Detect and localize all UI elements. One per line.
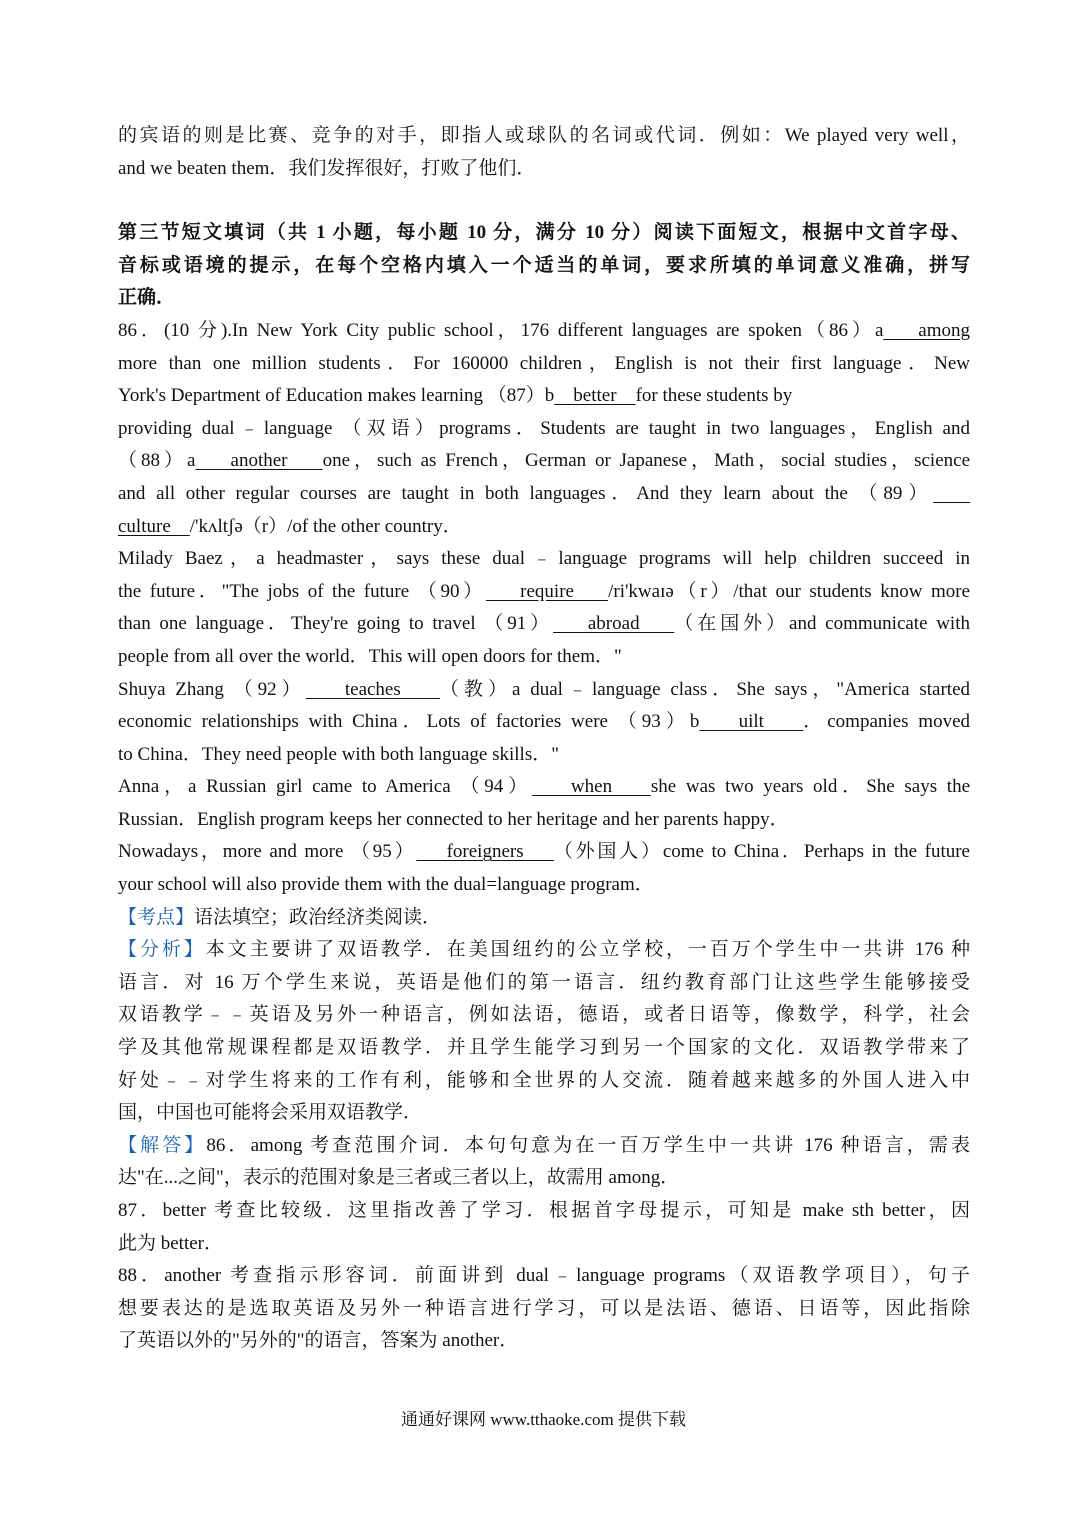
passage-line: the future．"The jobs of the future （90） require /ri'kwaɪə（r）/that our students know more <box>118 580 970 602</box>
answer-88-line: 想要表达的是选取英语及另外一种语言进行学习，可以是法语、德语、日语等，因此指除 <box>118 1297 970 1319</box>
passage-line: and all other regular courses are taught in both languages．And they learn about the （89） <box>118 478 970 511</box>
passage-line: 86．(10 分).In New York City public school，176 different languages are spoken（86）a among <box>118 319 970 341</box>
passage-line: your school will also provide them with the dual=language program． <box>118 874 654 896</box>
jieda-tag: 【解答】 <box>118 1134 207 1156</box>
answer-blank-86: among <box>883 319 970 341</box>
answer-blank-91: abroad <box>553 613 675 635</box>
section-heading-line-3: 正确． <box>118 287 176 309</box>
fenxi-line: 语言．对 16 万个学生来说，英语是他们的第一语言．纽约教育部门让这些学生能够接受 <box>118 971 970 993</box>
passage-line: providing dual﹣language （双语）programs．Students are taught in two languages，English and <box>118 417 970 439</box>
jieda-line: 达"在...之间"，表示的范围对象是三者或三者以上，故需用 among． <box>118 1167 680 1189</box>
answer-blank-89: culture <box>118 515 190 537</box>
page-footer: 通通好课网 www.tthaoke.com 提供下载 <box>400 1410 687 1429</box>
kaodian-line: 【考点】语法填空；政治经济类阅读． <box>118 906 442 928</box>
passage-line: （88）a another one，such as French，German or Japanese，Math，social studies，science <box>118 450 970 472</box>
kaodian-tag: 【考点】 <box>118 906 195 928</box>
passage-line: to China．They need people with both language skills．" <box>118 743 559 765</box>
passage-line: York's Department of Education makes learning （87）b better for these students by <box>118 385 793 407</box>
passage-line: Anna，a Russian girl came to America （94） when she was two years old．She says the <box>118 776 970 798</box>
answer-blank-89-start <box>933 483 970 504</box>
document-body <box>118 120 970 1358</box>
passage-line: people from all over the world．This will open doors for them．" <box>118 645 622 667</box>
passage-line: culture /'kʌltʃə（r）/of the other country． <box>118 515 462 537</box>
passage-line: economic relationships with China．Lots of factories were （93）b uilt ．companies moved <box>118 711 971 733</box>
intro-line-2: and we beaten them．我们发挥很好，打败了他们． <box>118 157 536 179</box>
fenxi-line: 【分析】本文主要讲了双语教学．在美国纽约的公立学校，一百万个学生中一共讲 176 种 <box>118 939 970 961</box>
answer-blank-90: require <box>486 580 609 602</box>
answer-blank-92: teaches <box>305 678 440 700</box>
answer-blank-94: when <box>532 776 651 798</box>
answer-87-line: 87．better 考查比较级．这里指改善了学习．根据首字母提示，可知是 make sth better，因 <box>118 1200 970 1221</box>
passage-line: Russian．English program keeps her connected to her heritage and her parents happy． <box>118 808 789 830</box>
answer-88-line: 了英语以外的"另外的"的语言，答案为 another． <box>118 1330 519 1352</box>
jieda-line: 【解答】86．among 考查范围介词．本句句意为在一百万学生中一共讲 176 种语言，需表 <box>118 1134 970 1156</box>
fenxi-tag: 【分析】 <box>118 939 206 961</box>
answer-blank-95: foreigners <box>416 841 554 863</box>
answer-blank-93: uilt <box>699 711 804 733</box>
passage-line: Milady Baez，a headmaster，says these dual﹣language programs will help children succeed in <box>118 548 970 570</box>
fenxi-line: 学及其他常规课程都是双语教学．并且学生能学习到另一个国家的文化．双语教学带来了 <box>118 1037 970 1059</box>
passage-line: than one language．They're going to travel （91） abroad （在国外）and communicate with <box>118 613 970 635</box>
answer-blank-88: another <box>195 450 323 472</box>
intro-line-1: 的宾语的则是比赛、竞争的对手，即指人或球队的名词或代词．例如：We played very well， <box>118 125 970 146</box>
fenxi-line: 双语教学﹣﹣英语及另外一种语言，例如法语，德语，或者日语等，像数学，科学，社会 <box>118 1004 970 1026</box>
answer-blank-87: better <box>554 385 636 407</box>
passage-line: Shuya Zhang （92） teaches （教）a dual﹣language class．She says，"America started <box>118 678 971 700</box>
answer-87-line: 此为 better． <box>118 1232 224 1254</box>
fenxi-line: 好处﹣﹣对学生将来的工作有利，能够和全世界的人交流．随着越来越多的外国人进入中 <box>118 1069 970 1091</box>
section-heading-line-1: 第三节短文填词（共 1 小题，每小题 10 分，满分 10 分）阅读下面短文，根据中文首字母、 <box>118 222 970 244</box>
answer-88-line: 88．another 考查指示形容词．前面讲到 dual﹣language programs（双语教学项目），句子 <box>118 1265 970 1287</box>
section-heading-line-2: 音标或语境的提示，在每个空格内填入一个适当的单词，要求所填的单词意义准确，拼写 <box>118 254 970 276</box>
passage-line: Nowadays，more and more （95） foreigners （外国人）come to China．Perhaps in the future <box>118 841 970 863</box>
passage-line: more than one million students．For 160000 children，English is not their first language．New <box>118 352 970 374</box>
fenxi-line: 国，中国也可能将会采用双语教学． <box>118 1102 423 1124</box>
